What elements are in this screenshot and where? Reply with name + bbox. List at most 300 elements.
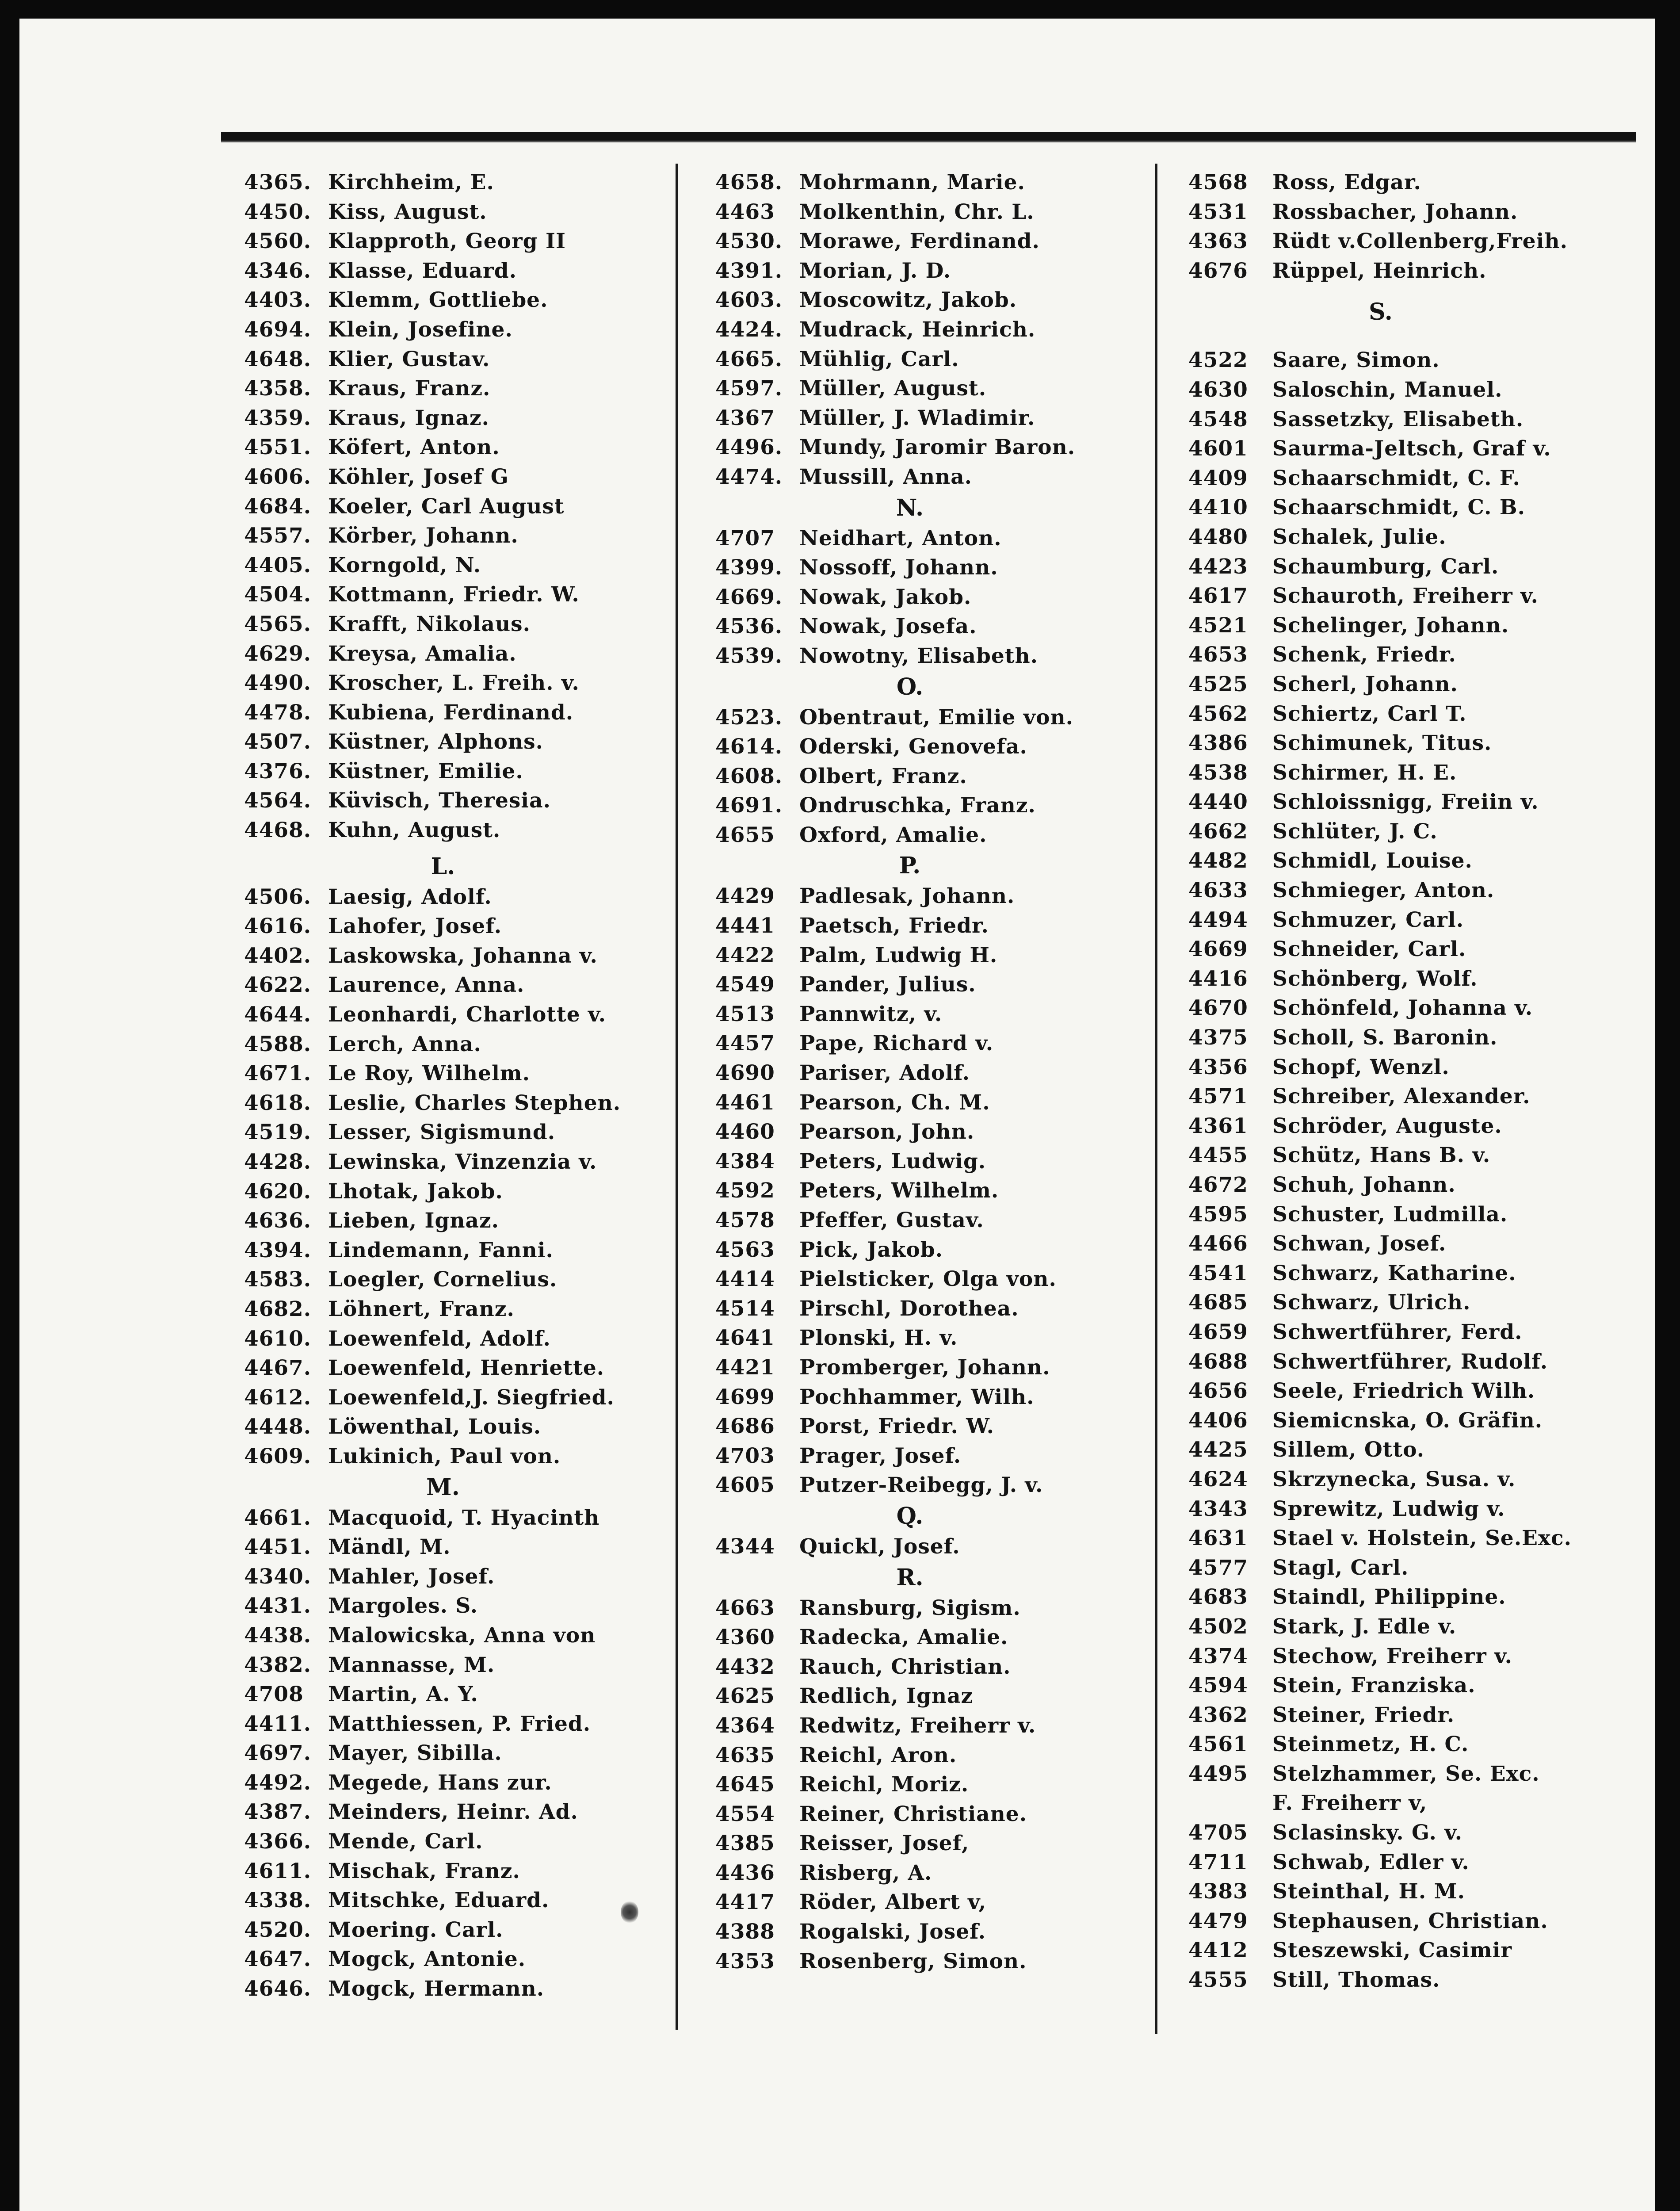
entry-name: Oxford, Amalie.	[799, 822, 987, 847]
list-item	[715, 1294, 1157, 1324]
entry-name: Schaarschmidt, C. F.	[1272, 466, 1520, 490]
entry-name: Le Roy, Wilhelm.	[328, 1061, 530, 1086]
list-item	[1188, 729, 1630, 758]
entry-name: Schloissnigg, Freiin v.	[1272, 790, 1539, 815]
list-item	[715, 1176, 1157, 1206]
entry-name: Plonski, H. v.	[799, 1326, 958, 1350]
entry-number: 4467.	[244, 1356, 312, 1381]
entry-name: Schmidl, Louise.	[1272, 849, 1473, 873]
entry-number: 4705	[1188, 1821, 1248, 1845]
entry-number: 4536.	[715, 614, 783, 639]
entry-name: Mussill, Anna.	[799, 464, 973, 489]
list-item	[244, 374, 668, 404]
entry-number: 4669.	[715, 585, 783, 609]
entry-number: 4595	[1188, 1202, 1248, 1227]
list-item	[715, 1353, 1157, 1383]
entry-name: Klier, Gustav.	[328, 347, 490, 371]
list-item	[244, 1265, 668, 1295]
list-item	[244, 816, 668, 845]
list-item	[715, 1711, 1157, 1741]
list-item	[244, 256, 668, 286]
entry-name: Mende, Carl.	[328, 1829, 483, 1854]
entry-number: 4460	[715, 1120, 775, 1144]
entry-number: 4694.	[244, 317, 312, 342]
entry-number: 4592	[715, 1178, 775, 1203]
list-item	[244, 521, 668, 551]
list-item	[244, 168, 668, 198]
entry-name: Saurma-Jeltsch, Graf v.	[1272, 436, 1551, 461]
entry-name: Nowak, Josefa.	[799, 614, 977, 639]
list-item	[715, 433, 1157, 463]
entry-name: F. Freiherr v,	[1272, 1791, 1428, 1816]
entry-name: Molkenthin, Chr. L.	[799, 199, 1035, 224]
entry-number: 4703	[715, 1443, 775, 1468]
list-item	[715, 732, 1157, 762]
entry-name: Porst, Friedr. W.	[799, 1414, 995, 1439]
entry-name: Redlich, Ignaz	[799, 1684, 974, 1709]
entry-name: Leonhardi, Charlotte v.	[328, 1002, 606, 1027]
entry-number: 4614.	[715, 734, 783, 759]
list-item	[715, 612, 1157, 642]
entry-number: 4641	[715, 1326, 775, 1350]
list-item	[715, 821, 1157, 850]
entry-number: 4609.	[244, 1444, 312, 1469]
list-item	[1188, 846, 1630, 876]
entry-number: 4690	[715, 1061, 775, 1086]
entry-name: Saare, Simon.	[1272, 348, 1440, 373]
entry-number: 4504.	[244, 582, 312, 607]
entry-name: Siemicnska, O. Gräfin.	[1272, 1408, 1543, 1433]
list-item	[244, 786, 668, 816]
entry-number: 4361	[1188, 1113, 1248, 1138]
entry-name: Palm, Ludwig H.	[799, 943, 998, 968]
list-item	[244, 1710, 668, 1739]
entry-name: Mogck, Antonie.	[328, 1947, 526, 1972]
entry-number: 4466	[1188, 1232, 1248, 1256]
entry-number: 4421	[715, 1355, 775, 1380]
list-item	[715, 1800, 1157, 1829]
entry-name: Lukinich, Paul von.	[328, 1444, 561, 1469]
entry-number: 4549	[715, 972, 775, 997]
list-item	[244, 912, 668, 941]
list-item	[1188, 1200, 1630, 1230]
list-item	[715, 911, 1157, 941]
entry-name: Schlüter, J. C.	[1272, 819, 1438, 844]
entry-number: 4343	[1188, 1496, 1248, 1521]
list-item	[244, 1324, 668, 1354]
entry-name: Loewenfeld, Adolf.	[328, 1326, 551, 1351]
entry-number: 4402.	[244, 943, 312, 968]
entry-number: 4672	[1188, 1173, 1248, 1197]
list-item	[715, 1147, 1157, 1177]
entry-number: 4557.	[244, 524, 312, 548]
section-letter: Q.	[896, 1502, 924, 1530]
entry-number: 4568	[1188, 170, 1248, 195]
list-item	[715, 882, 1157, 911]
list-item	[244, 286, 668, 315]
list-column	[1188, 168, 1630, 1995]
entry-number: 4391.	[715, 258, 783, 283]
entry-name: Köhler, Josef G	[328, 464, 509, 489]
entry-name: Schiertz, Carl T.	[1272, 701, 1467, 726]
list-item	[1188, 1435, 1630, 1465]
entry-number: 4588.	[244, 1032, 312, 1056]
entry-number: 4685	[1188, 1290, 1248, 1315]
list-item	[244, 404, 668, 433]
entry-number: 4548	[1188, 407, 1248, 432]
entry-number: 4523.	[715, 705, 783, 730]
entry-name: Prager, Josef.	[799, 1443, 962, 1468]
list-item	[244, 727, 668, 757]
section-letter: P.	[899, 852, 921, 880]
entry-number: 4429	[715, 884, 775, 909]
entry-name: Mitschke, Eduard.	[328, 1888, 550, 1913]
entry-number: 4671.	[244, 1061, 312, 1086]
list-item	[1188, 1642, 1630, 1672]
list-item	[244, 1412, 668, 1442]
entry-number: 4708	[244, 1682, 304, 1707]
list-item	[715, 1682, 1157, 1711]
entry-number: 4686	[715, 1414, 775, 1439]
entry-name: Krafft, Nikolaus.	[328, 612, 531, 636]
list-item	[715, 1236, 1157, 1265]
list-item	[715, 970, 1157, 1000]
entry-number: 4658.	[715, 170, 783, 195]
entry-number: 4618.	[244, 1090, 312, 1115]
entry-number: 4646.	[244, 1977, 312, 2001]
entry-number: 4494	[1188, 907, 1248, 932]
entry-number: 4629.	[244, 641, 312, 666]
list-item	[244, 1680, 668, 1710]
entry-name: Klemm, Gottliebe.	[328, 288, 548, 313]
entry-number: 4606.	[244, 464, 312, 489]
entry-name: Lerch, Anna.	[328, 1032, 481, 1056]
list-item	[1188, 935, 1630, 964]
entry-name: Morian, J. D.	[799, 258, 951, 283]
entry-number: 4387.	[244, 1800, 312, 1825]
list-item	[715, 1653, 1157, 1682]
entry-number: 4684.	[244, 494, 312, 519]
entry-number: 4620.	[244, 1179, 312, 1204]
list-item	[715, 791, 1157, 821]
list-item	[244, 669, 668, 698]
entry-number: 4522	[1188, 348, 1248, 373]
entry-number: 4409	[1188, 466, 1248, 490]
entry-number: 4597.	[715, 376, 783, 401]
entry-name: Stark, J. Edle v.	[1272, 1614, 1457, 1639]
entry-name: Stagl, Carl.	[1272, 1555, 1409, 1580]
list-item	[1188, 1112, 1630, 1141]
entry-name: Pander, Julius.	[799, 972, 976, 997]
list-item	[1188, 817, 1630, 847]
scan-border-right	[1655, 0, 1680, 2211]
entry-name: Oderski, Genovefa.	[799, 734, 1027, 759]
list-column	[244, 168, 668, 2004]
entry-name: Sclasinsky. G. v.	[1272, 1821, 1463, 1845]
entry-number: 4644.	[244, 1002, 312, 1027]
entry-number: 4688	[1188, 1349, 1248, 1374]
entry-number: 4414	[715, 1267, 775, 1292]
entry-name: Schmieger, Anton.	[1272, 878, 1495, 903]
entry-number: 4601	[1188, 436, 1248, 461]
list-item	[244, 1295, 668, 1324]
list-item	[715, 1117, 1157, 1147]
entry-name: Schopf, Wenzl.	[1272, 1055, 1450, 1079]
entry-name: Reiner, Christiane.	[799, 1802, 1027, 1826]
list-item	[1188, 1229, 1630, 1259]
list-item	[1188, 758, 1630, 788]
entry-name: Lahofer, Josef.	[328, 914, 502, 939]
entry-number: 4490.	[244, 671, 312, 696]
entry-name: Schröder, Auguste.	[1272, 1113, 1502, 1138]
entry-number: 4384	[715, 1149, 775, 1174]
list-item	[244, 433, 668, 463]
list-item	[244, 580, 668, 610]
entry-number: 4562	[1188, 701, 1248, 726]
list-item	[244, 1177, 668, 1207]
list-item	[1188, 1141, 1630, 1171]
entry-name: Schenk, Friedr.	[1272, 643, 1456, 667]
list-item	[244, 1621, 668, 1651]
list-item	[244, 1206, 668, 1236]
entry-number: 4571	[1188, 1084, 1248, 1109]
entry-number: 4353	[715, 1949, 775, 1974]
list-item	[715, 1412, 1157, 1442]
list-item	[715, 1471, 1157, 1500]
entry-number: 4648.	[244, 347, 312, 371]
entry-number: 4622.	[244, 973, 312, 998]
entry-number: 4525	[1188, 672, 1248, 696]
entry-number: 4455	[1188, 1143, 1248, 1168]
entry-name: Schwertführer, Rudolf.	[1272, 1349, 1548, 1374]
entry-name: Laskowska, Johanna v.	[328, 943, 598, 968]
entry-name: Lieben, Ignaz.	[328, 1209, 499, 1233]
entry-number: 4468.	[244, 818, 312, 843]
list-item	[715, 1265, 1157, 1294]
entry-name: Loegler, Cornelius.	[328, 1267, 557, 1292]
list-item	[244, 492, 668, 522]
list-item	[244, 1533, 668, 1562]
list-column	[715, 168, 1157, 1976]
list-item	[715, 941, 1157, 971]
list-item	[1188, 1406, 1630, 1436]
list-item	[715, 256, 1157, 286]
entry-number: 4711	[1188, 1850, 1248, 1874]
section-letter: O.	[896, 673, 924, 700]
entry-number: 4507.	[244, 730, 312, 754]
entry-name: Neidhart, Anton.	[799, 526, 1002, 551]
list-item	[1188, 1907, 1630, 1936]
list-item	[715, 524, 1157, 554]
entry-name: Klapproth, Georg II	[328, 229, 566, 254]
entry-number: 4463	[715, 199, 775, 224]
entry-name: Küstner, Emilie.	[328, 759, 523, 784]
list-item	[715, 404, 1157, 433]
list-item	[1188, 256, 1630, 286]
entry-number: 4474.	[715, 464, 783, 489]
entry-number: 4611.	[244, 1859, 312, 1883]
entry-name: Schauroth, Freiherr v.	[1272, 584, 1539, 608]
entry-name: Löwenthal, Louis.	[328, 1415, 542, 1439]
list-item	[715, 703, 1157, 733]
list-item	[1188, 1818, 1630, 1848]
section-letter: M.	[426, 1473, 460, 1501]
entry-number: 4440	[1188, 790, 1248, 815]
section-letter: N.	[896, 494, 924, 521]
scan-border-top	[0, 0, 1680, 19]
entry-name: Schütz, Hans B. v.	[1272, 1143, 1491, 1168]
list-item	[715, 1594, 1157, 1623]
entry-name: Promberger, Johann.	[799, 1355, 1050, 1380]
entry-number: 4411.	[244, 1711, 312, 1736]
list-item	[1188, 1760, 1630, 1789]
entry-number: 4403.	[244, 288, 312, 313]
entry-number: 4399.	[715, 555, 783, 580]
entry-number: 4610.	[244, 1326, 312, 1351]
list-item	[1188, 1023, 1630, 1053]
list-item	[1188, 464, 1630, 493]
list-item	[715, 168, 1157, 198]
list-item	[715, 642, 1157, 671]
entry-name: Schönfeld, Johanna v.	[1272, 996, 1533, 1021]
entry-name: Klein, Josefine.	[328, 317, 513, 342]
list-item	[1188, 1730, 1630, 1760]
entry-number: 4659	[1188, 1320, 1248, 1344]
entry-number: 4656	[1188, 1379, 1248, 1404]
entry-number: 4431.	[244, 1594, 312, 1618]
entry-name: Macquoid, T. Hyacinth	[328, 1505, 600, 1530]
header-rule	[221, 132, 1636, 142]
entry-number: 4479	[1188, 1909, 1248, 1933]
entry-name: Sassetzky, Elisabeth.	[1272, 407, 1524, 432]
entry-name: Leslie, Charles Stephen.	[328, 1090, 621, 1115]
list-item	[244, 1857, 668, 1886]
list-item	[715, 762, 1157, 792]
entry-number: 4344	[715, 1534, 775, 1559]
entry-name: Kirchheim, E.	[328, 170, 494, 195]
list-item	[715, 1206, 1157, 1236]
entry-name: Laesig, Adolf.	[328, 884, 492, 909]
list-item	[244, 227, 668, 256]
entry-number: 4386	[1188, 731, 1248, 756]
entry-name: Pirschl, Dorothea.	[799, 1296, 1019, 1321]
list-item	[244, 883, 668, 912]
list-item	[1188, 493, 1630, 523]
entry-number: 4624	[1188, 1467, 1248, 1492]
entry-number: 4697.	[244, 1741, 312, 1766]
entry-name: Martin, A. Y.	[328, 1682, 478, 1707]
entry-number: 4362	[1188, 1702, 1248, 1727]
entry-name: Schönberg, Wolf.	[1272, 966, 1478, 991]
entry-name: Koeler, Carl August	[328, 494, 565, 519]
entry-number: 4416	[1188, 966, 1248, 991]
entry-name: Lesser, Sigismund.	[328, 1120, 556, 1145]
entry-name: Nowotny, Elisabeth.	[799, 643, 1038, 668]
entry-name: Schuster, Ludmilla.	[1272, 1202, 1508, 1227]
entry-number: 4669	[1188, 937, 1248, 962]
entry-name: Küvisch, Theresia.	[328, 788, 551, 813]
entry-name: Kiss, August.	[328, 199, 487, 224]
entry-name: Paetsch, Friedr.	[799, 914, 989, 938]
list-item	[715, 1829, 1157, 1859]
entry-name: Moering. Carl.	[328, 1917, 504, 1942]
entry-number: 4561	[1188, 1732, 1248, 1757]
entry-number: 4375	[1188, 1025, 1248, 1050]
entry-name: Margoles. S.	[328, 1594, 478, 1618]
list-item	[1188, 1553, 1630, 1583]
list-item	[1188, 1848, 1630, 1878]
list-item	[1188, 1347, 1630, 1377]
list-item	[244, 345, 668, 375]
entry-name: Schalek, Julie.	[1272, 524, 1447, 549]
list-item	[244, 971, 668, 1000]
entry-number: 4436	[715, 1860, 775, 1885]
list-item	[244, 1383, 668, 1413]
scan-border-left	[0, 0, 19, 2211]
list-item	[244, 198, 668, 227]
list-item	[715, 463, 1157, 492]
entry-name: Mändl, M.	[328, 1535, 451, 1560]
list-item	[1188, 581, 1630, 611]
entry-name: Schwab, Edler v.	[1272, 1850, 1470, 1874]
entry-number: 4520.	[244, 1917, 312, 1942]
entry-number: 4346.	[244, 258, 312, 283]
entry-number: 4438.	[244, 1623, 312, 1648]
entry-number: 4492.	[244, 1770, 312, 1795]
list-item	[1188, 994, 1630, 1023]
entry-number: 4578	[715, 1208, 775, 1232]
entry-number: 4448.	[244, 1415, 312, 1439]
entry-number: 4682.	[244, 1297, 312, 1321]
entry-number: 4423	[1188, 554, 1248, 579]
entry-name: Rosenberg, Simon.	[799, 1949, 1027, 1974]
entry-name: Moscowitz, Jakob.	[799, 288, 1017, 313]
list-item	[244, 1651, 668, 1680]
entry-name: Kubiena, Ferdinand.	[328, 700, 574, 725]
entry-name: Quickl, Josef.	[799, 1534, 960, 1559]
list-item	[1188, 700, 1630, 729]
list-item	[1188, 1936, 1630, 1966]
entry-number: 4367	[715, 405, 775, 430]
entry-number: 4441	[715, 914, 775, 938]
list-item	[1188, 1318, 1630, 1347]
list-item	[244, 1945, 668, 1974]
list-item	[1188, 1465, 1630, 1495]
list-item	[1188, 523, 1630, 552]
entry-name: Stechow, Freiherr v.	[1272, 1644, 1513, 1668]
list-item	[1188, 1877, 1630, 1907]
list-item	[1188, 1495, 1630, 1524]
list-item	[244, 1916, 668, 1945]
entry-name: Müller, August.	[799, 376, 987, 401]
list-item	[715, 1859, 1157, 1888]
entry-name: Olbert, Franz.	[799, 764, 967, 788]
list-item	[1188, 611, 1630, 641]
entry-name: Risberg, A.	[799, 1860, 932, 1885]
list-item	[244, 1503, 668, 1533]
entry-name: Obentraut, Emilie von.	[799, 705, 1073, 730]
entry-number: 4417	[715, 1890, 775, 1915]
entry-name: Küstner, Alphons.	[328, 730, 543, 754]
list-item	[244, 1000, 668, 1030]
entry-name: Klasse, Eduard.	[328, 258, 517, 283]
entry-name: Mannasse, M.	[328, 1653, 495, 1677]
entry-name: Lewinska, Vinzenzia v.	[328, 1150, 597, 1174]
entry-number: 4605	[715, 1473, 775, 1498]
list-item	[715, 198, 1157, 227]
entry-number: 4699	[715, 1385, 775, 1409]
entry-name: Mahler, Josef.	[328, 1564, 495, 1589]
